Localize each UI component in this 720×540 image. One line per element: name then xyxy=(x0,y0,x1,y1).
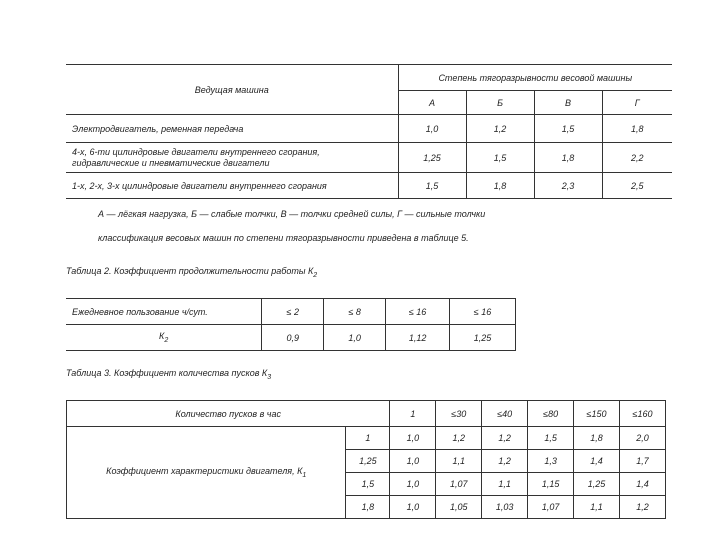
header-col-v: В xyxy=(534,91,602,115)
table-row xyxy=(67,401,666,427)
table-cell: 2,5 xyxy=(602,173,672,199)
header-col-g: Г xyxy=(602,91,672,115)
k-value: 1,25 xyxy=(346,450,390,473)
table-row xyxy=(66,299,516,325)
table-row xyxy=(66,325,516,351)
table-cell: ≤160 xyxy=(619,401,665,427)
table-row xyxy=(66,115,672,143)
table-cell: 1,0 xyxy=(398,115,466,143)
header-starts-per-hour: Количество пусков в час xyxy=(67,401,390,427)
table-cell: 1,03 xyxy=(482,496,528,519)
table-cell: ≤150 xyxy=(574,401,620,427)
table-cell: 2,3 xyxy=(534,173,602,199)
k-value: 1,8 xyxy=(346,496,390,519)
table-cell: 1,0 xyxy=(390,473,436,496)
table-service-factor xyxy=(66,64,672,199)
row-label: 1-х, 2-х, 3-х цилиндровые двигатели внутреннего сгорания xyxy=(66,173,398,199)
table-cell: 1,25 xyxy=(450,325,516,351)
table-cell: 1,1 xyxy=(482,473,528,496)
table-cell: 1,25 xyxy=(398,143,466,173)
table-cell: 1,5 xyxy=(534,115,602,143)
load-class-legend: А — лёгкая нагрузка, Б — слабые толчки, В — толчки средней силы, Г — сильные толчки xyxy=(98,209,486,219)
table-cell: 1,8 xyxy=(602,115,672,143)
header-load-class-group: Степень тягоразрывности весовой машины xyxy=(398,65,672,91)
table-cell: ≤80 xyxy=(528,401,574,427)
table-cell: 1,2 xyxy=(466,115,534,143)
k-value: 1 xyxy=(346,427,390,450)
table-cell: 1,07 xyxy=(436,473,482,496)
table-cell: 1,0 xyxy=(390,496,436,519)
table-cell: 1,5 xyxy=(466,143,534,173)
table-cell: 1,0 xyxy=(390,450,436,473)
table-cell: 0,9 xyxy=(262,325,324,351)
table-cell: 1,1 xyxy=(436,450,482,473)
table-row xyxy=(67,427,666,450)
table-cell: 1,05 xyxy=(436,496,482,519)
table-cell: 1,8 xyxy=(466,173,534,199)
table-row xyxy=(66,173,672,199)
load-class-reference: классификация весовых машин по степени тягоразрывности приведена в таблице 5. xyxy=(98,233,469,243)
row-label-motor-factor: Коэффициент характеристики двигателя, $К_1$ xyxy=(67,427,346,519)
table-duty-factor xyxy=(66,298,516,351)
table-cell: 1,4 xyxy=(619,473,665,496)
table3-caption: Таблица 3. Коэффициент количества пусков $К_3$ xyxy=(66,368,272,381)
table-cell: ≤30 xyxy=(436,401,482,427)
table-cell: 1,8 xyxy=(574,427,620,450)
table-cell: ≤ 16 xyxy=(386,299,450,325)
table-cell: 1,15 xyxy=(528,473,574,496)
table-cell: 1,5 xyxy=(398,173,466,199)
table-cell: 1,1 xyxy=(574,496,620,519)
table-cell: ≤ 2 xyxy=(262,299,324,325)
row-label: $К_2$ xyxy=(66,325,262,351)
table-cell: 1,2 xyxy=(436,427,482,450)
table-cell: 1,0 xyxy=(324,325,386,351)
table-cell: 1,2 xyxy=(482,450,528,473)
row-label: 4-х, 6-ти цилиндровые двигатели внутреннего сгорания, гидравлические и пневматические двигатели xyxy=(66,143,398,173)
table-cell: 1,8 xyxy=(534,143,602,173)
header-col-b: Б xyxy=(466,91,534,115)
table-cell: 2,0 xyxy=(619,427,665,450)
table-cell: 1,5 xyxy=(528,427,574,450)
table-cell: 1,0 xyxy=(390,427,436,450)
header-col-a: А xyxy=(398,91,466,115)
header-driving-machine: Ведущая машина xyxy=(66,65,398,115)
table-cell: 1,25 xyxy=(574,473,620,496)
table-cell: 1,3 xyxy=(528,450,574,473)
table-cell: 1,7 xyxy=(619,450,665,473)
table-cell: 1,2 xyxy=(482,427,528,450)
table-cell: ≤40 xyxy=(482,401,528,427)
table-row xyxy=(66,143,672,173)
table-starts-factor xyxy=(66,400,666,519)
row-label: Ежедневное пользование ч/сут. xyxy=(66,299,262,325)
table-cell: 1,07 xyxy=(528,496,574,519)
table-cell: 1,2 xyxy=(619,496,665,519)
table-cell: 1 xyxy=(390,401,436,427)
table-cell: 1,12 xyxy=(386,325,450,351)
k-value: 1,5 xyxy=(346,473,390,496)
table-cell: ≤ 8 xyxy=(324,299,386,325)
row-label: Электродвигатель, ременная передача xyxy=(66,115,398,143)
table2-caption: Таблица 2. Коэффициент продолжительности работы $К_2$ xyxy=(66,266,318,279)
table-cell: ≤ 16 xyxy=(450,299,516,325)
table-cell: 2,2 xyxy=(602,143,672,173)
table-cell: 1,4 xyxy=(574,450,620,473)
